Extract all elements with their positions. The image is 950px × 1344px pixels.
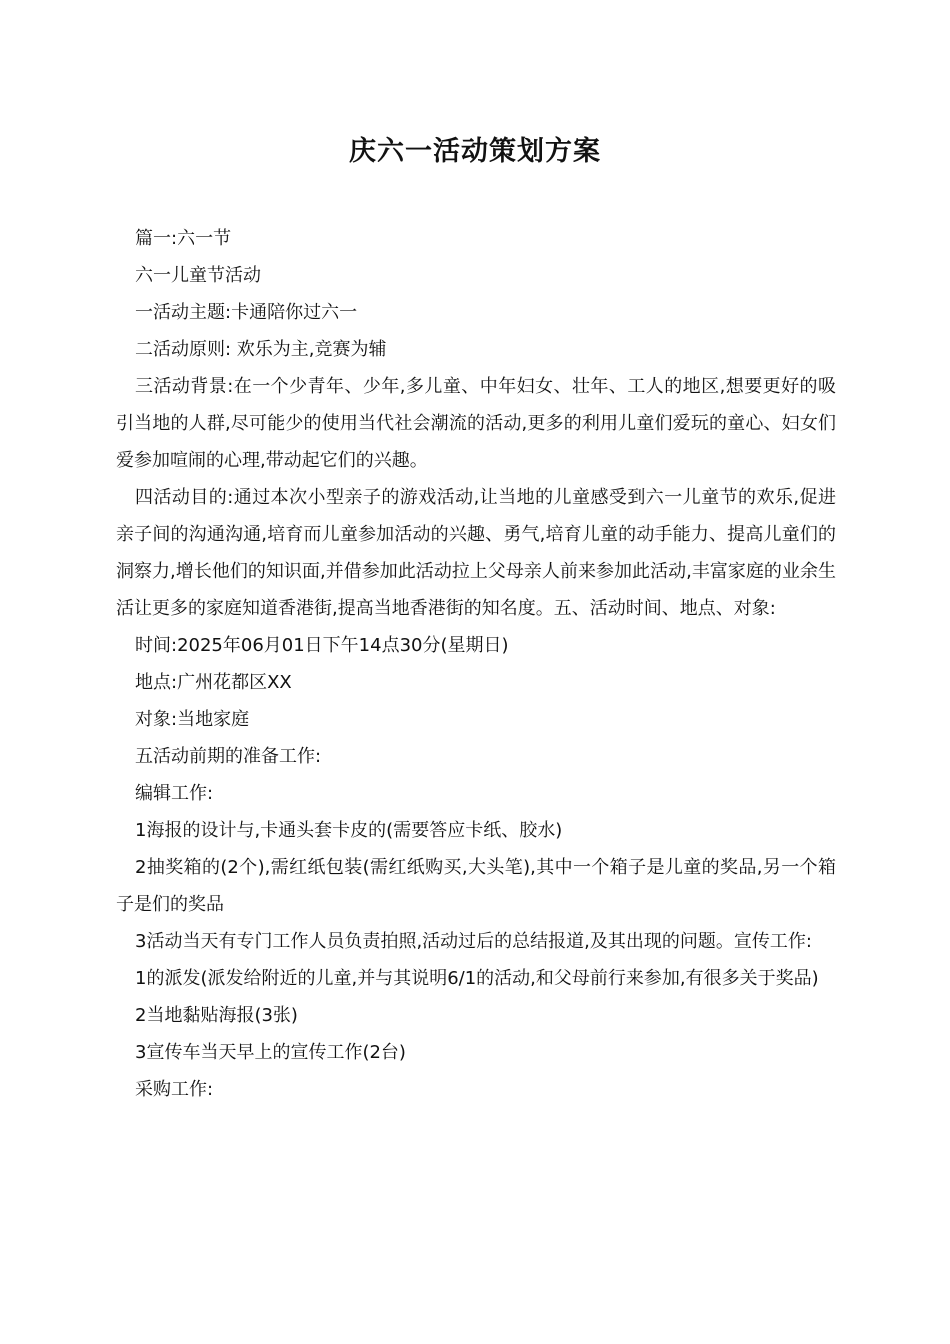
paragraph: 1海报的设计与,卡通头套卡皮的(需要答应卡纸、胶水) [135,820,563,841]
paragraph: 五活动前期的准备工作: [135,746,322,767]
paragraph: 2当地黏贴海报(3张) [135,1005,298,1026]
paragraph: 3宣传车当天早上的宣传工作(2台) [135,1042,406,1063]
paragraph: 地点:广州花都区XX [135,672,292,693]
paragraph: 四活动目的:通过本次小型亲子的游戏活动,让当地的儿童感受到六一儿童节的欢乐,促进亲子间的沟通沟通,培育而儿童参加活动的兴趣、勇气,培育儿童的动手能力、提高儿童们的洞察力,增长他们的知识面,并借参加此活动拉上父母亲人前来参加此活动,丰富家庭的业余生活让更多的家庭知道香港街,提高当地香港街的知名度。五、活动时间、地点、对象: [116,487,836,619]
paragraph: 3活动当天有专门工作人员负责拍照,活动过后的总结报道,及其出现的问题。宣传工作: [135,931,812,952]
paragraph: 2抽奖箱的(2个),需红纸包装(需红纸购买,大头笔),其中一个箱子是儿童的奖品,另一个箱子是们的奖品 [116,857,836,915]
paragraph: 时间:2025年06月01日下午14点30分(星期日) [135,635,509,656]
document-title: 庆六一活动策划方案 [349,136,601,167]
paragraph: 篇一:六一节 [135,228,232,249]
paragraph: 对象:当地家庭 [135,709,250,730]
document-body [116,220,836,1108]
paragraph: 编辑工作: [135,783,214,804]
paragraph: 三活动背景:在一个少青年、少年,多儿童、中年妇女、壮年、工人的地区,想要更好的吸引当地的人群,尽可能少的使用当代社会潮流的活动,更多的利用儿童们爱玩的童心、妇女们爱参加喧闹的心理,带动起它们的兴趣。 [116,376,836,471]
paragraph: 1的派发(派发给附近的儿童,并与其说明6/1的活动,和父母前行来参加,有很多关于奖品) [135,968,819,989]
paragraph: 二活动原则: 欢乐为主,竞赛为辅 [135,339,387,360]
paragraph: 一活动主题:卡通陪你过六一 [135,302,358,323]
paragraph: 采购工作: [135,1079,214,1100]
paragraph: 六一儿童节活动 [135,265,261,286]
